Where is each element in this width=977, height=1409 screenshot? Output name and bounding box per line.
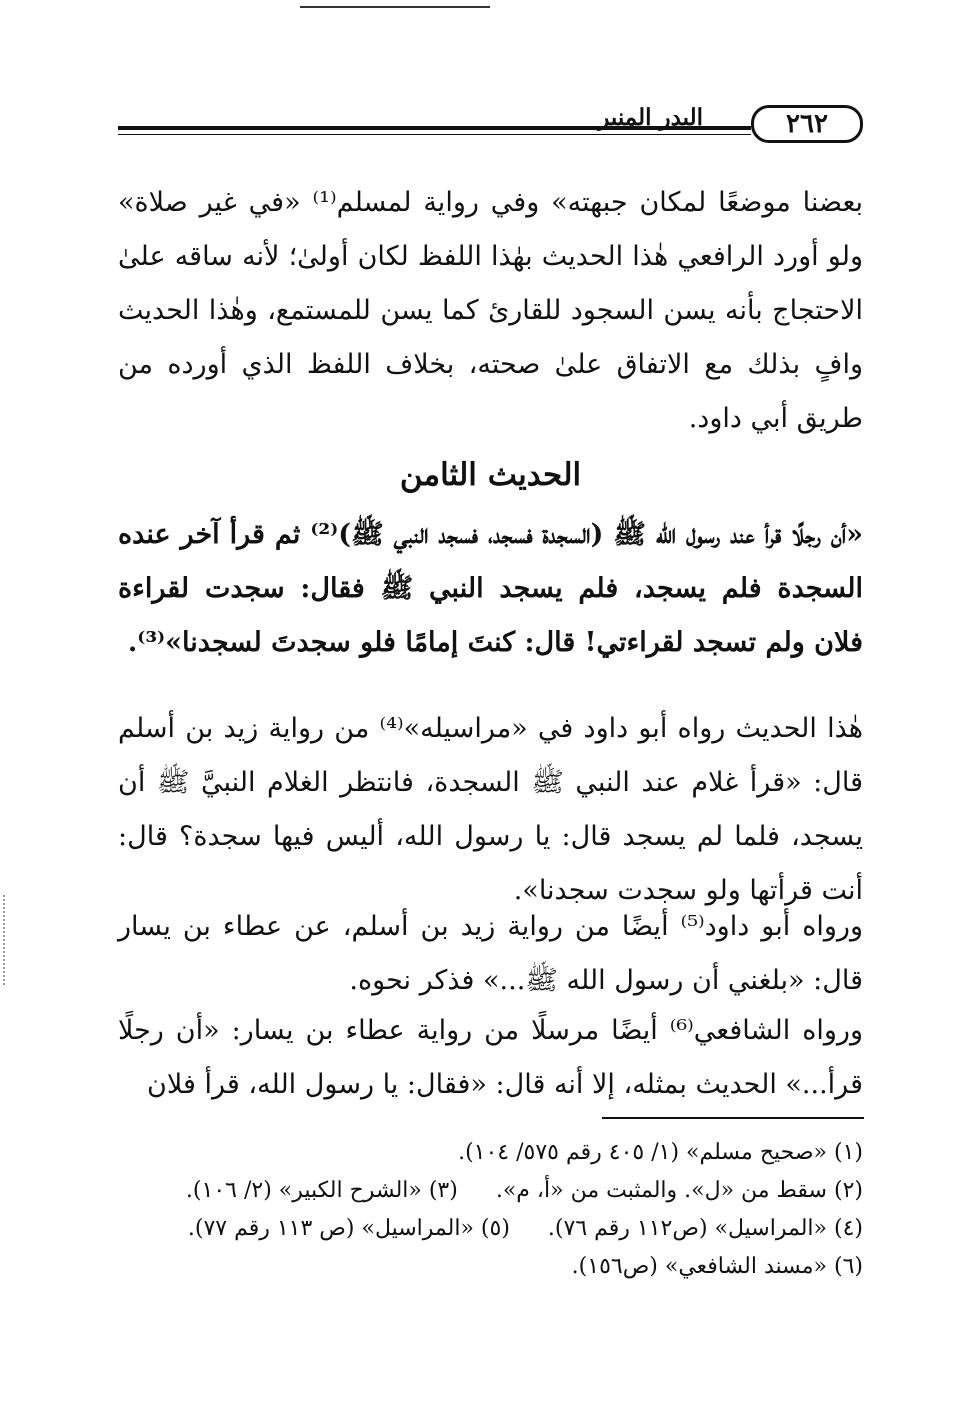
footnote-line	[118, 1134, 863, 1172]
paragraph-4: ورواه الشافعي⁽⁶⁾ أيضًا مرسلًا من رواية عطاء بن يسار: «أن رجلًا قرأ...» الحديث بمثله، إلا أنه قال: «فقال: يا رسول الله، قرأ فلان	[118, 1015, 863, 1100]
footnote-line	[118, 1172, 863, 1210]
footnote-6: (٦) «مسند الشافعي» (ص١٥٦).	[571, 1254, 863, 1279]
footnotes	[118, 1134, 863, 1286]
hadith-text: «أن رجلًا قرأ عند رسول الله ﷺ (السجدة فسجد، فسجد النبي ﷺ)⁽²⁾ ثم قرأ آخر عنده السجدة فلم يسجد، فلم يسجد النبي ﷺ فقال: سجدت لقراءة فلان ولم تسجد لقراءتي! قال: كنتَ إمامًا فلو سجدتَ لسجدنا»⁽³⁾.	[118, 519, 863, 658]
footnote-1: (١) «صحيح مسلم» (١/ ٤٠٥ رقم ٥٧٥/ ١٠٤).	[458, 1140, 863, 1165]
header-thin-rule	[118, 134, 751, 135]
top-edge-rule	[300, 6, 490, 8]
paragraph-1: بعضنا موضعًا لمكان جبهته» وفي رواية لمسلم⁽¹⁾ «في غير صلاة» ولو أورد الرافعي هٰذا الحديث بهٰذا اللفظ لكان أولىٰ؛ لأنه ساقه علىٰ الاحتجاج بأنه يسن السجود للقارئ كما يسن للمستمع، وهٰذا الحديث وافٍ بذلك مع الاتفاق علىٰ صحته، بخلاف اللفظ الذي أورده من طريق أبي داود.	[118, 187, 863, 434]
paragraph-2: هٰذا الحديث رواه أبو داود في «مراسيله»⁽⁴⁾ من رواية زيد بن أسلم قال: «قرأ غلام عند النبي ﷺ السجدة، فانتظر الغلام النبيَّ ﷺ أن يسجد، فلما لم يسجد قال: يا رسول الله، أليس فيها سجدة؟ قال: أنت قرأتها ولو سجدت سجدنا».	[118, 713, 863, 906]
page-number: ٢٦٢	[751, 105, 863, 143]
book-title: البدر المنير	[598, 104, 703, 131]
footnote-line	[118, 1210, 863, 1248]
page-header	[118, 105, 863, 149]
footnote-line	[118, 1248, 863, 1286]
footnote-4: (٤) «المراسيل» (ص١١٢ رقم ٧٦).	[547, 1216, 863, 1241]
footnote-5: (٥) «المراسيل» (ص ١١٣ رقم ٧٧).	[187, 1216, 510, 1241]
section-heading: الحديث الثامن	[399, 457, 582, 493]
footnote-2: (٢) سقط من «ل». والمثبت من «أ، م».	[495, 1178, 863, 1203]
footnote-3: (٣) «الشرح الكبير» (٢/ ١٠٦).	[185, 1178, 458, 1203]
scan-edge-marks	[3, 895, 5, 985]
paragraph-3: ورواه أبو داود⁽⁵⁾ أيضًا من رواية زيد بن أسلم، عن عطاء بن يسار قال: «بلغني أن رسول الله ﷺ...» فذكر نحوه.	[118, 911, 863, 996]
footnote-separator	[602, 1117, 864, 1119]
